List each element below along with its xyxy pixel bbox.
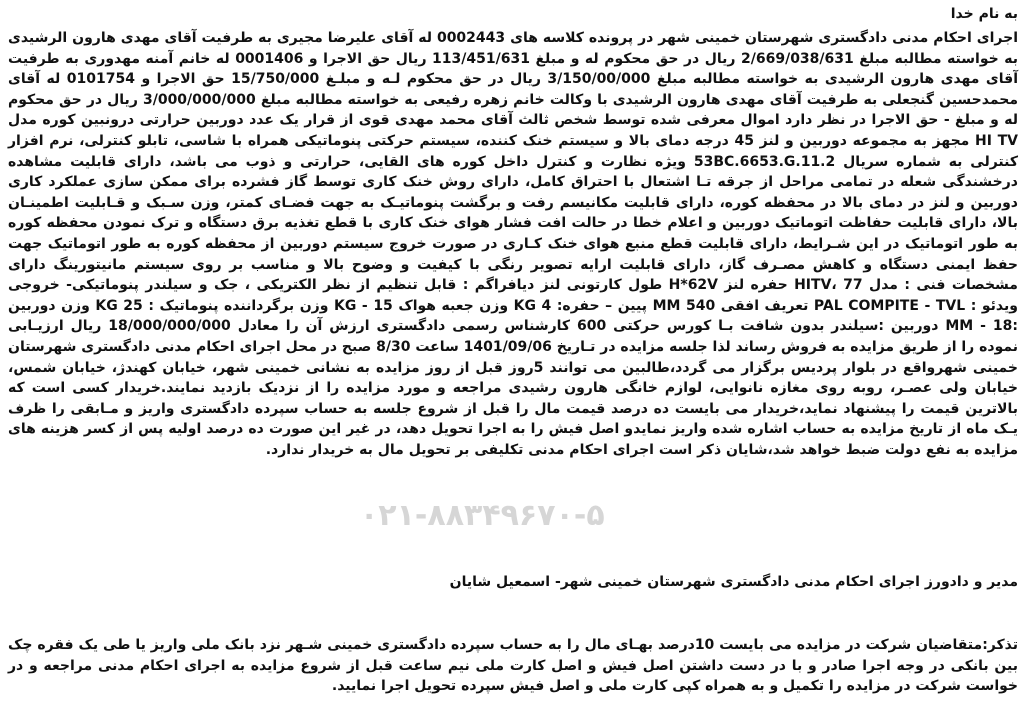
phone-watermark: ۰۲۱-۸۸۳۴۹۶۷۰-۵ [360, 498, 605, 533]
notice-body-paragraph: اجرای احکام مدنی دادگستری شهرستان خمینی شهر در پرونده کلاسه های 0002443 له آقای علیرضا مجیری به طرفیت آقای مهدی هارون الرشیدی به خواسته مطالبه مبلغ 2/669/038/631 ریال در حق محکوم له و مبلغ 113/451/631 ریال حق الاجرا و 0001406 له خانم آمنه مهدوری به طرفیت آقای مهدی هارون الرشیدی به خواسته مطالبه مبلغ 3/150/00/000 ریال در حق محکوم لـه و مبلـغ 15/750/000 حق الاجرا و 0101754 له آقای محمدحسین گنجعلی به طرفیت آقای مهدی هارون الرشیدی با وکالت خانم زهره رفیعی به خواسته مطالبه مبلغ 3/000/000/000 ریال در حق محکوم له و مبلغ - حق الاجرا در نظر دارد اموال معرفی شده توسط شخص ثالث آقای محمد مهدی قوی از قرار یک عدد دوربین حرارتی درونبین کوره مدل HI TV مجهز به مجموعه دوربین و لنز 45 درجه دمای بالا و سیستم خنک کننده، سیستم حرکتی پنوماتیکی همراه با شاسی، تابلو کنترلی، نرم افزار کنترلی به شماره سریال 53BC.6653.G.11.2 ویژه نظارت و کنترل داخل کوره های القایی، حرارتی و ذوب می باشد، دارای قابلیت مشاهده درخشندگی شعله در تمامی مراحل از جرقه تـا اشتعال با احتراق کامل، دارای روش خنک کاری توسط گاز فشرده برای ممکن سازی عملکرد کاری دوربین و لنز در دمای بالا در محفظه کوره، دارای قابلیت مکانیسم رفت و برگشت پنوماتیـک به جهت فضـای کمتر، وزن سـبک و قـابلیت اطمینـان بالا، دارای قابلیت حفاظت اتوماتیک دوربین و اعلام خطا در حالت افت فشار هوای خنک کاری با قطع تغذیه برق دستگاه و ترک نمودن محفظه کوره به طور اتوماتیک در این شـرایط، دارای قابلیت قطع منبع هوای خنک کـاری در صورت خروج سیستم دوربین از محفظه کوره به طور اتوماتیک جهت حفظ ایمنی دستگاه و کاهش مصـرف گاز، دارای قابلیت ارایه تصویر رنگی با کیفیت و وضوح بالا و مناسب بر روی سیستم مانیتورینگ دارای مشخصات فنی : مدل HITV، 77 حفره لنز H*62V طول کارتونی لنز دیافراگم : قابل تنظیم از نظر الکتریکی ، جک و سیلندر پنوماتیکی- خروجی ویدئو : PAL COMPITE - TVL تعریف افقی MM 540 پیین – حفره: 4 KG وزن جعبه هواک 15 - KG وزن برگرداننده پنوماتیک : KG 25 وزن دوربین :18 - MM دوربین :سیلندر بدون شافت بـا کورس حرکتی 600 کارشناس رسمی دادگستری ارزش آن را معادل 18/000/000/000 ریال ارزیـابی نموده را از طریق مزایده به فروش رساند لذا جلسه مزایده در تـاریخ 1401/09/06 ساعت 8/30 صبح در محل اجرای احکام مدنی دادگستری شهرستان خمینی شهرواقع در بلوار پردیس برگزار می گردد،طالبین می توانند 5روز قبل از روز مزایده به نشانی خمینی شهر، خیابان کهندژ، خیابان شمس، خیابان ولی عصـر، روبه روی مغازه نانوایی، لوازم خانگی هارون رشیدی مراجعه و مورد مزایده را از نزدیک بازدید نمایند.خریدار کسی است که بالاترین قیمت را پیشنهاد نماید،خریدار می بایست ده درصد قیمت مال را قبل از شروع جلسه به حساب سپرده دادگستری واریز و مـابقی را ظرف یـک ماه از تاریخ مزایده به حساب اشاره شده واریز نمایدو اصل فیش را به اجرا تحویل دهد، در غیر این صورت ده درصد اولیه پس از کسر هزینه های مزایده به نفع دولت ضبط خواهد شد،شایان ذکر است اجرای احکام مدنی تکلیفی بر تحویل مال به خریدار ندارد. [8, 30, 1019, 458]
notice-footnote: تذکر:متقاضیان شرکت در مزایده می بایست 10درصد بهـای مال را به حساب سپرده دادگستری خمینی شـهر نزد بانک ملی واریز یا طی یک فقره چک بین بانکی در وجه اجرا صادر و با در دست داشتن اصل فیش و اصل کارت ملی نیم ساعت قبل از شروع مزایده به اجرای احکام مدنی مراجعه و در خواست شرکت در مزایده را تکمیل و به همراه کپی کارت ملی و اصل فیش سپرده تحویل اجرا نمایید. [8, 637, 1018, 695]
official-signature-line: مدیر و دادورز اجرای احکام مدنی دادگستری شهرستان خمینی شهر- اسمعیل شایان [449, 574, 1018, 590]
document-header: به نام خدا [950, 6, 1018, 22]
